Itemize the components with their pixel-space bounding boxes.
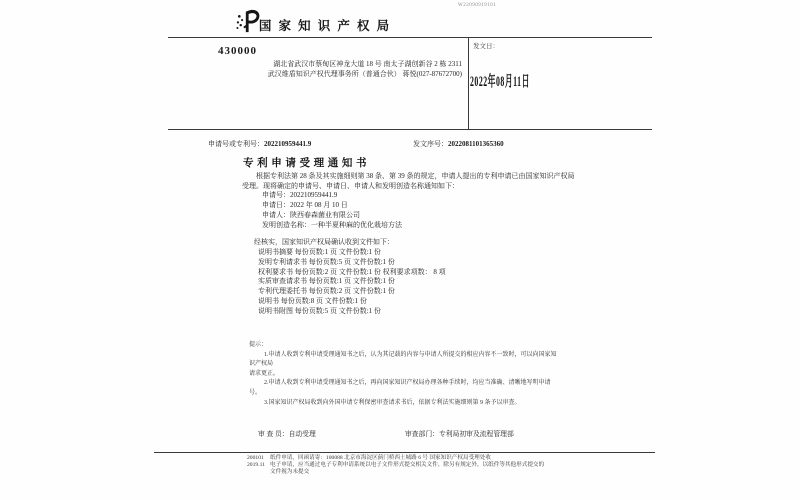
examiner-label: 审 查 员：: [258, 431, 289, 438]
receipt-item: 说明书 每份页数:8 页 文件份数:1 份: [258, 297, 367, 306]
header-bottom-rule: [168, 129, 652, 130]
notice-body: [242, 172, 587, 230]
examiner-value: 自动受理: [288, 431, 316, 438]
department-value: 专利局初审及流程管理部: [438, 431, 514, 438]
notice-title: 专 利 申 请 受 理 通 知 书: [243, 158, 367, 169]
receipt-item: 说明书附图 每份页数:5 页 文件份数:1 份: [258, 306, 381, 315]
note-line: 1.申请人收到专利申请受理通知书之后，认为其记载的内容与申请人所提交的相应内容不一致时，可以向国家知识产权局: [249, 351, 557, 368]
department-row: [405, 428, 514, 438]
receipt-item: 说明书摘要 每份页数:1 页 文件份数:1 份: [258, 247, 381, 256]
dispatch-serial-row: [413, 139, 504, 149]
dispatch-serial-label: 发文序号：: [413, 140, 448, 148]
application-number-row: [208, 139, 311, 149]
receipt-item: 专利代理委托书 每份页数:2 页 文件份数:1 份: [258, 287, 395, 296]
receipt-item: 实质审查请求书 每份页数:1 页 文件份数:1 份: [258, 277, 395, 286]
footer-line: 电子申请，应当通过电子专利申请系统以电子文件形式提交相关文件，除另有规定外，以纸件等其他形式提交的: [270, 461, 545, 468]
body-paragraph-line-2: 受理。现将确定的申请号、申请日、申请人和发明创造名称通知如下：: [242, 181, 459, 190]
agency-title: 国 家 知 识 产 权 局: [258, 19, 392, 33]
footer-form-number: 200101: [247, 454, 264, 461]
note-line: 2.申请人收到专利申请受理通知书之后，再向国家知识产权局办理各种手续时，均应当准确、清晰地写明申请号。: [249, 380, 551, 396]
body-paragraph-line-1: 根据专利法第 28 条及其实施细则第 38 条、第 39 条的规定，申请人提出的专利申请已由国家知识产权局: [256, 172, 575, 180]
footer-form-version: 2019.11: [247, 461, 265, 468]
notes-section: [249, 341, 561, 408]
recipient-address: [198, 60, 462, 80]
document-barcode: W22090919101: [458, 3, 497, 8]
receipt-item: 权利要求书 每份页数:2 页 文件份数:1 份 权利要求项数： 8 项: [258, 267, 446, 276]
footer-rule: [154, 452, 655, 453]
field-application-date: 申请日：2022 年 08 月 10 日: [262, 201, 348, 210]
dispatch-date-label: 发文日：: [473, 43, 499, 50]
header-top-rule: [168, 37, 652, 38]
footer-line: 纸件申请，回函请寄：100088 北京市海淀区蓟门桥西土城路 6 号 国家知识产权局受理处收: [270, 454, 491, 461]
department-label: 审查部门：: [405, 431, 439, 438]
postal-code: 430000: [218, 45, 257, 57]
note-line: 3.国家知识产权局收到向外国申请专利保密审查请求书后，依据专利法实施细则第 9 条予以审查。: [264, 399, 521, 406]
application-number-value: 202210959441.9: [264, 140, 312, 148]
note-line: 请求更正。: [249, 370, 280, 377]
receipt-item: 发明专利请求书 每份页数:5 页 文件份数:1 份: [258, 257, 395, 266]
footer-line: 文件视为未提交: [270, 469, 310, 476]
application-number-label: 申请号或专利号：: [208, 140, 264, 148]
address-line-1: 湖北省武汉市蔡甸区神龙大道 18 号 南太子湖创新谷 2 栋 2311: [273, 60, 462, 68]
address-line-2: 武汉维盾知识产权代理事务所（普通合伙） 蒋悦(027-87672700): [267, 69, 462, 78]
examiner-row: [258, 428, 316, 438]
dispatch-date-value: 2022年08月11日: [470, 74, 530, 90]
received-documents-list: [254, 238, 574, 317]
footer-form-codes: [247, 455, 265, 470]
dispatch-serial-value: 2022081101365360: [448, 140, 504, 148]
field-applicant: 申请人：陕西春森菌业有限公司: [262, 210, 360, 219]
field-invention-title: 发明创造名称：一种半夏种麻的优化栽培方法: [262, 220, 402, 229]
footer-instructions: [270, 455, 600, 477]
field-application-number: 申请号：202210959441.9: [262, 191, 338, 200]
header-divider: [468, 37, 469, 129]
receipt-intro: 经核实，国家知识产权局确认收到文件如下：: [254, 238, 394, 246]
notes-label: 提示：: [249, 342, 268, 348]
